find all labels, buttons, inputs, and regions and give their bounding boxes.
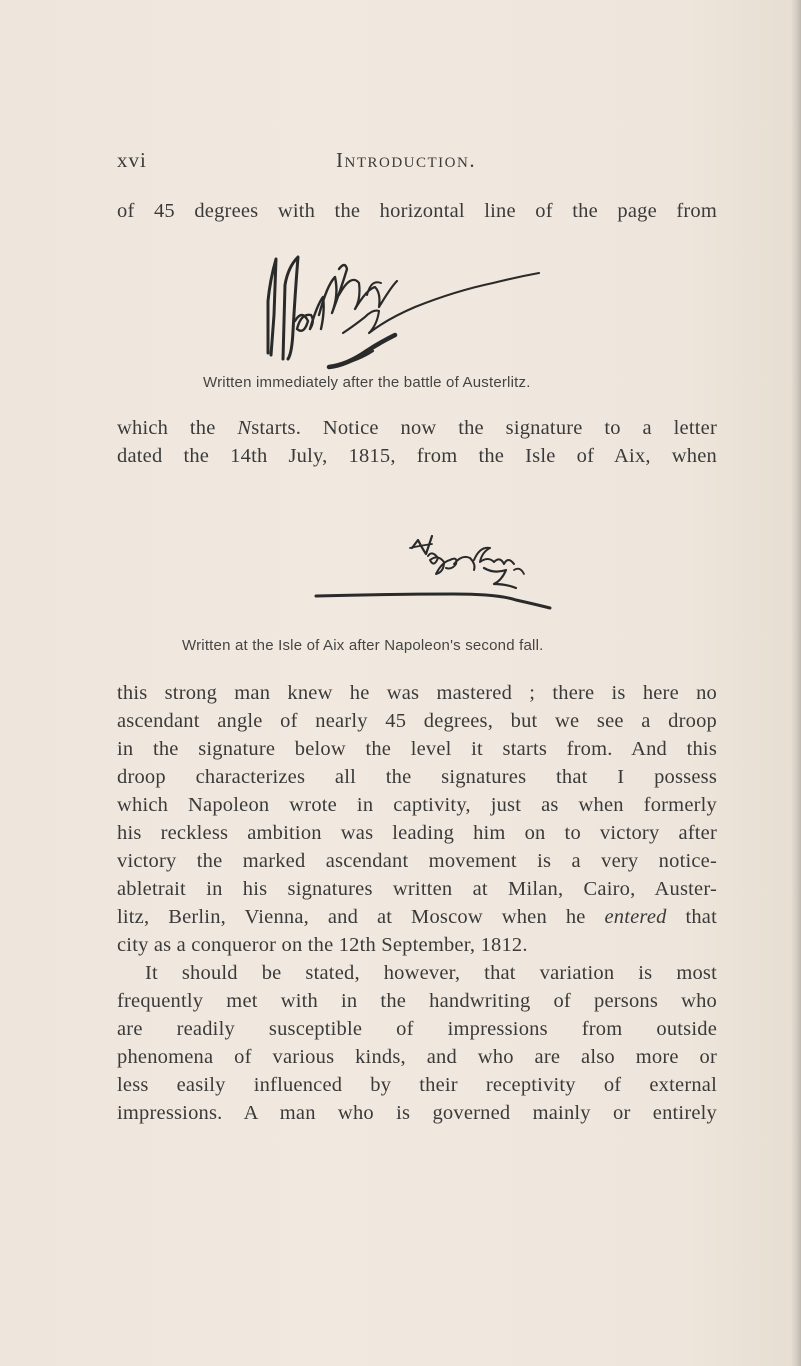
text-line-2-end: starts. Notice now the signature to a letter <box>251 417 717 439</box>
body-line-9-start: litz, Berlin, Vienna, and at Moscow when he <box>117 906 605 928</box>
caption-austerlitz: Written immediately after the battle of Austerlitz. <box>203 374 531 391</box>
para2-line-3: are readily susceptible of impressions from outside <box>117 1018 717 1040</box>
body-line-3: in the signature below the level it starts from. And this <box>117 738 717 760</box>
text-line-1: of 45 degrees with the horizontal line of the page from <box>117 200 717 222</box>
signature-austerlitz <box>255 255 560 370</box>
running-header <box>117 148 717 178</box>
body-line-6: his reckless ambition was leading him on to victory after <box>117 822 717 844</box>
text-line-3: dated the 14th July, 1815, from the Isle of Aix, when <box>117 445 717 467</box>
body-line-10: city as a conqueror on the 12th September, 1812. <box>117 934 528 956</box>
body-line-8: abletrait in his signatures written at Milan, Cairo, Auster- <box>117 878 717 900</box>
para2-line-1: It should be stated, however, that variation is most <box>145 962 717 984</box>
body-line-1: this strong man knew he was mastered ; there is here no <box>117 682 717 704</box>
text-line-2 <box>117 415 717 441</box>
page-edge-shadow <box>791 0 801 1366</box>
signature-isle-of-aix <box>278 530 598 610</box>
body-line-5: which Napoleon wrote in captivity, just as when formerly <box>117 794 717 816</box>
italic-n: N <box>237 417 252 439</box>
italic-entered: entered <box>604 906 667 928</box>
body-line-9 <box>117 904 717 930</box>
page-number: xvi <box>117 148 147 172</box>
text-line-2-start: which the <box>117 417 238 439</box>
caption-isle-of-aix: Written at the Isle of Aix after Napoleon's second fall. <box>182 637 544 654</box>
para2-line-6: impressions. A man who is governed mainly or entirely <box>117 1102 717 1124</box>
body-line-2: ascendant angle of nearly 45 degrees, but we see a droop <box>117 710 717 732</box>
running-head-title: Introduction. <box>336 148 477 172</box>
body-line-9-end: that <box>666 906 717 928</box>
body-line-4: droop characterizes all the signatures that I possess <box>117 766 717 788</box>
para2-line-2: frequently met with in the handwriting of persons who <box>117 990 717 1012</box>
para2-line-4: phenomena of various kinds, and who are also more or <box>117 1046 717 1068</box>
body-line-7: victory the marked ascendant movement is a very notice- <box>117 850 717 872</box>
para2-line-5: less easily influenced by their receptivity of external <box>117 1074 717 1096</box>
